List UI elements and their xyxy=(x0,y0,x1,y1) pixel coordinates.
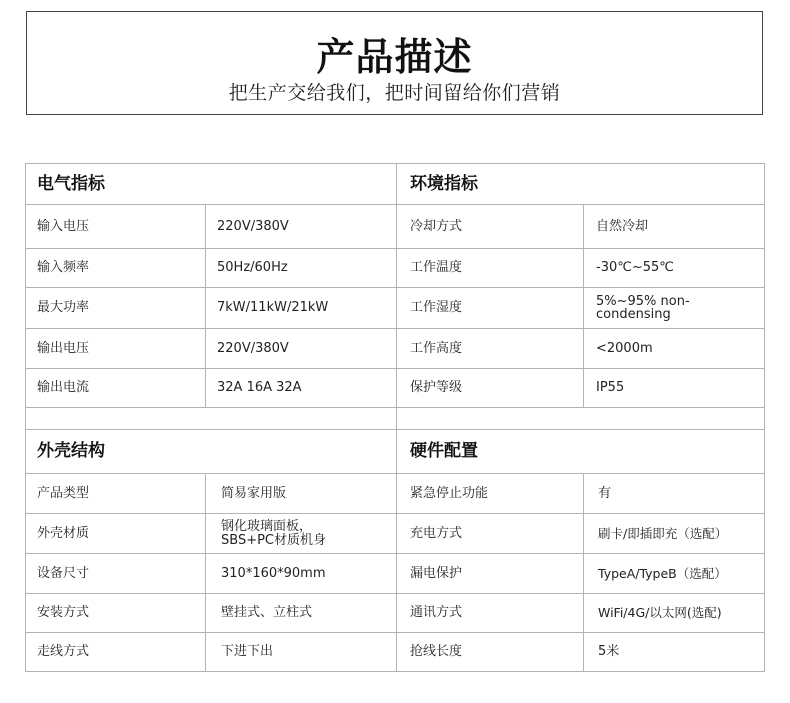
spec-value: -30℃~55℃ xyxy=(596,260,674,275)
spec-label: 走线方式 xyxy=(37,644,90,659)
spec-label: 充电方式 xyxy=(410,525,463,541)
section-title-housing: 外壳结构 xyxy=(37,441,105,461)
spec-label: 安装方式 xyxy=(37,605,90,620)
section-title-hardware: 硬件配置 xyxy=(410,441,478,461)
spec-label: 工作高度 xyxy=(410,340,463,356)
table-divider-v xyxy=(396,164,397,671)
spec-value: TypeA/TypeB（选配） xyxy=(598,565,727,581)
spec-label: 设备尺寸 xyxy=(37,565,90,581)
table-divider-h xyxy=(26,407,764,408)
spec-value: 自然冷却 xyxy=(596,218,649,234)
spec-value: 有 xyxy=(598,485,612,501)
spec-label: 外壳材质 xyxy=(37,525,90,541)
spec-label: 抢线长度 xyxy=(410,644,463,659)
spec-value: 5%~95% non-condensing xyxy=(596,294,690,322)
spec-label: 紧急停止功能 xyxy=(410,485,489,501)
spec-value: 壁挂式、立柱式 xyxy=(221,605,313,620)
spec-value: 7kW/11kW/21kW xyxy=(217,300,329,315)
spec-value: <2000m xyxy=(596,340,653,356)
spec-label: 漏电保护 xyxy=(410,565,463,581)
spec-label: 保护等级 xyxy=(410,380,463,395)
page-subtitle: 把生产交给我们，把时间留给你们营销 xyxy=(228,82,561,104)
header-box xyxy=(26,11,763,115)
spec-label: 工作温度 xyxy=(410,260,463,275)
page-title: 产品描述 xyxy=(316,35,473,79)
spec-label: 输入频率 xyxy=(37,260,90,275)
spec-table xyxy=(25,163,765,672)
spec-label: 输出电压 xyxy=(37,340,90,356)
spec-label: 最大功率 xyxy=(37,300,90,315)
spec-value: WiFi/4G/以太网(选配) xyxy=(598,605,722,620)
table-divider-v xyxy=(205,204,206,407)
table-divider-v xyxy=(583,473,584,671)
spec-value: 32A 16A 32A xyxy=(217,380,302,395)
spec-label: 输出电流 xyxy=(37,380,90,395)
spec-value: 5米 xyxy=(598,644,620,659)
spec-value: 下进下出 xyxy=(221,644,274,659)
spec-value: 50Hz/60Hz xyxy=(217,260,288,275)
spec-label: 工作湿度 xyxy=(410,300,463,315)
spec-label: 输入电压 xyxy=(37,218,90,234)
spec-value: 220V/380V xyxy=(217,340,289,356)
table-divider-v xyxy=(583,204,584,407)
spec-value: 钢化玻璃面板，SBS+PC材质机身 xyxy=(221,518,327,548)
spec-label: 通讯方式 xyxy=(410,605,463,620)
spec-value: IP55 xyxy=(596,380,625,395)
table-divider-v xyxy=(205,473,206,671)
spec-value: 刷卡/即插即充（选配） xyxy=(598,525,728,541)
spec-label: 冷却方式 xyxy=(410,218,463,234)
spec-value: 简易家用版 xyxy=(221,485,287,501)
spec-label: 产品类型 xyxy=(37,485,90,501)
section-title-environment: 环境指标 xyxy=(410,174,478,194)
spec-value: 310*160*90mm xyxy=(221,565,326,581)
spec-value: 220V/380V xyxy=(217,218,289,234)
section-title-electrical: 电气指标 xyxy=(37,174,105,194)
